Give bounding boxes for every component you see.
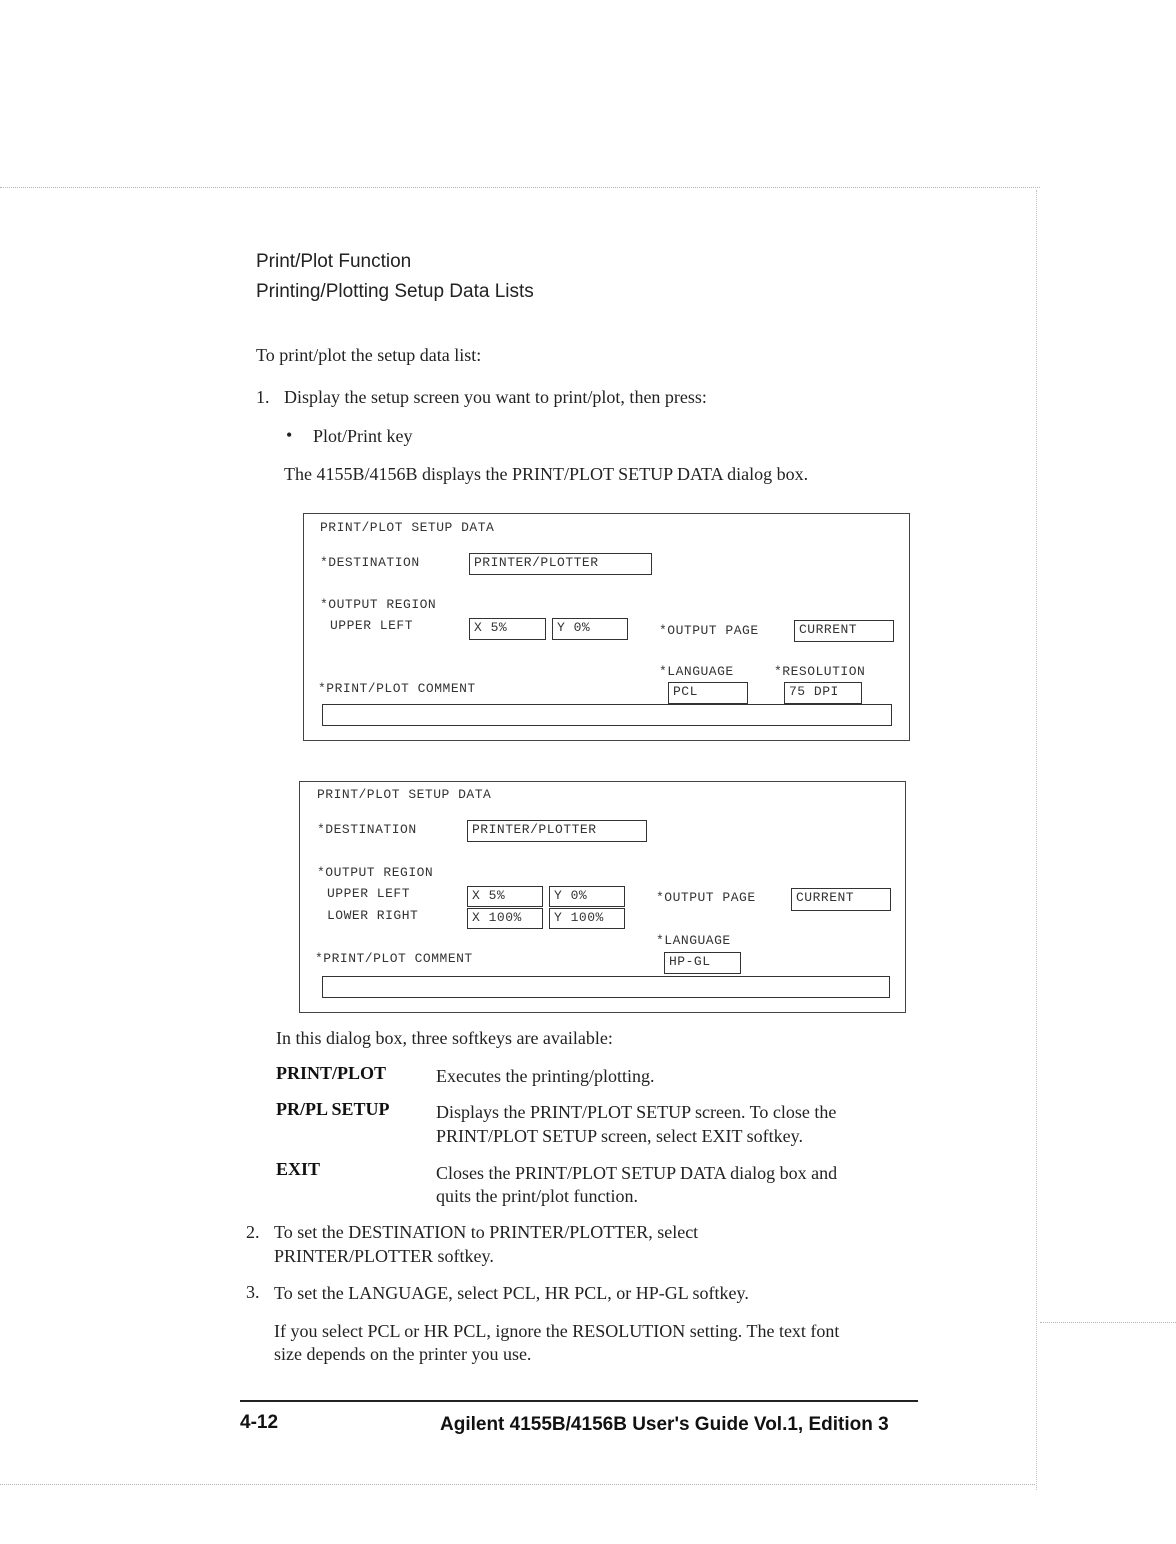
intro-text: To print/plot the setup data list:	[256, 345, 482, 365]
upper-left-y-field[interactable]: Y 0%	[549, 886, 625, 907]
step2-line2: PRINTER/PLOTTER softkey.	[274, 1246, 494, 1266]
softkey-print-plot-desc: Executes the printing/plotting.	[436, 1066, 655, 1086]
footer-title: Agilent 4155B/4156B User's Guide Vol.1, Edition 3	[440, 1414, 889, 1435]
upper-left-label: UPPER LEFT	[330, 618, 414, 633]
lower-right-label: LOWER RIGHT	[327, 908, 419, 923]
destination-label: *DESTINATION	[317, 822, 417, 837]
step3-line1: To set the LANGUAGE, select PCL, HR PCL, or HP-GL softkey.	[274, 1283, 749, 1303]
upper-left-y-field[interactable]: Y 0%	[552, 618, 628, 640]
comment-field[interactable]	[322, 704, 892, 726]
step2-line1: To set the DESTINATION to PRINTER/PLOTTER, select	[274, 1222, 699, 1242]
lower-right-x-field[interactable]: X 100%	[467, 908, 543, 929]
softkey-print-plot-term: PRINT/PLOT	[276, 1063, 387, 1083]
comment-field[interactable]	[322, 976, 890, 998]
scan-border-top	[0, 187, 1040, 188]
step1-number: 1.	[256, 387, 270, 407]
step3-number: 3.	[246, 1282, 260, 1302]
softkey-exit-term: EXIT	[276, 1159, 321, 1179]
scan-border-right-mark	[1040, 1322, 1176, 1323]
softkey-pr-pl-setup-desc-line2: PRINT/PLOT SETUP screen, select EXIT softkey.	[436, 1126, 803, 1146]
upper-left-x-field[interactable]: X 5%	[467, 886, 543, 907]
dialog-title: PRINT/PLOT SETUP DATA	[320, 520, 495, 535]
step3-note-line1: If you select PCL or HR PCL, ignore the RESOLUTION setting. The text font	[274, 1321, 840, 1341]
section-title: Print/Plot Function	[256, 251, 412, 272]
softkeys-intro: In this dialog box, three softkeys are available:	[276, 1028, 613, 1048]
scan-border-bottom	[0, 1484, 1035, 1485]
upper-left-x-field[interactable]: X 5%	[469, 618, 546, 640]
dialog-title: PRINT/PLOT SETUP DATA	[317, 787, 492, 802]
resolution-field[interactable]: 75 DPI	[784, 682, 862, 704]
softkey-pr-pl-setup-desc-line1: Displays the PRINT/PLOT SETUP screen. To close the	[436, 1102, 837, 1122]
section-subtitle: Printing/Plotting Setup Data Lists	[256, 281, 534, 302]
softkey-pr-pl-setup-term: PR/PL SETUP	[276, 1099, 390, 1119]
destination-field[interactable]: PRINTER/PLOTTER	[469, 553, 652, 575]
bullet-icon: •	[286, 425, 293, 445]
language-label: *LANGUAGE	[656, 933, 731, 948]
output-page-field[interactable]: CURRENT	[794, 620, 894, 642]
language-field[interactable]: PCL	[668, 682, 748, 704]
output-page-label: *OUTPUT PAGE	[656, 890, 756, 905]
upper-left-label: UPPER LEFT	[327, 886, 411, 901]
print-plot-setup-dialog-resolution	[303, 513, 910, 741]
lower-right-y-field[interactable]: Y 100%	[549, 908, 625, 929]
resolution-label: *RESOLUTION	[774, 664, 866, 679]
output-page-field[interactable]: CURRENT	[791, 888, 891, 911]
step1-text: Display the setup screen you want to print/plot, then press:	[284, 387, 707, 407]
footer-rule	[240, 1400, 918, 1402]
scan-border-right	[1036, 190, 1037, 1490]
step3-note-line2: size depends on the printer you use.	[274, 1344, 532, 1364]
output-page-label: *OUTPUT PAGE	[659, 623, 759, 638]
step1-result: The 4155B/4156B displays the PRINT/PLOT SETUP DATA dialog box.	[284, 464, 809, 484]
print-plot-setup-dialog-hpgl	[299, 781, 906, 1013]
comment-label: *PRINT/PLOT COMMENT	[318, 681, 476, 696]
destination-field[interactable]: PRINTER/PLOTTER	[467, 820, 647, 842]
softkey-exit-desc-line2: quits the print/plot function.	[436, 1186, 638, 1206]
comment-label: *PRINT/PLOT COMMENT	[315, 951, 473, 966]
page-number: 4-12	[240, 1412, 279, 1433]
language-field[interactable]: HP-GL	[664, 952, 741, 974]
output-region-label: *OUTPUT REGION	[317, 865, 434, 880]
softkey-exit-desc-line1: Closes the PRINT/PLOT SETUP DATA dialog box and	[436, 1163, 838, 1183]
language-label: *LANGUAGE	[659, 664, 734, 679]
output-region-label: *OUTPUT REGION	[320, 597, 437, 612]
step2-number: 2.	[246, 1222, 260, 1242]
destination-label: *DESTINATION	[320, 555, 420, 570]
step1-bullet-text: Plot/Print key	[313, 426, 413, 446]
